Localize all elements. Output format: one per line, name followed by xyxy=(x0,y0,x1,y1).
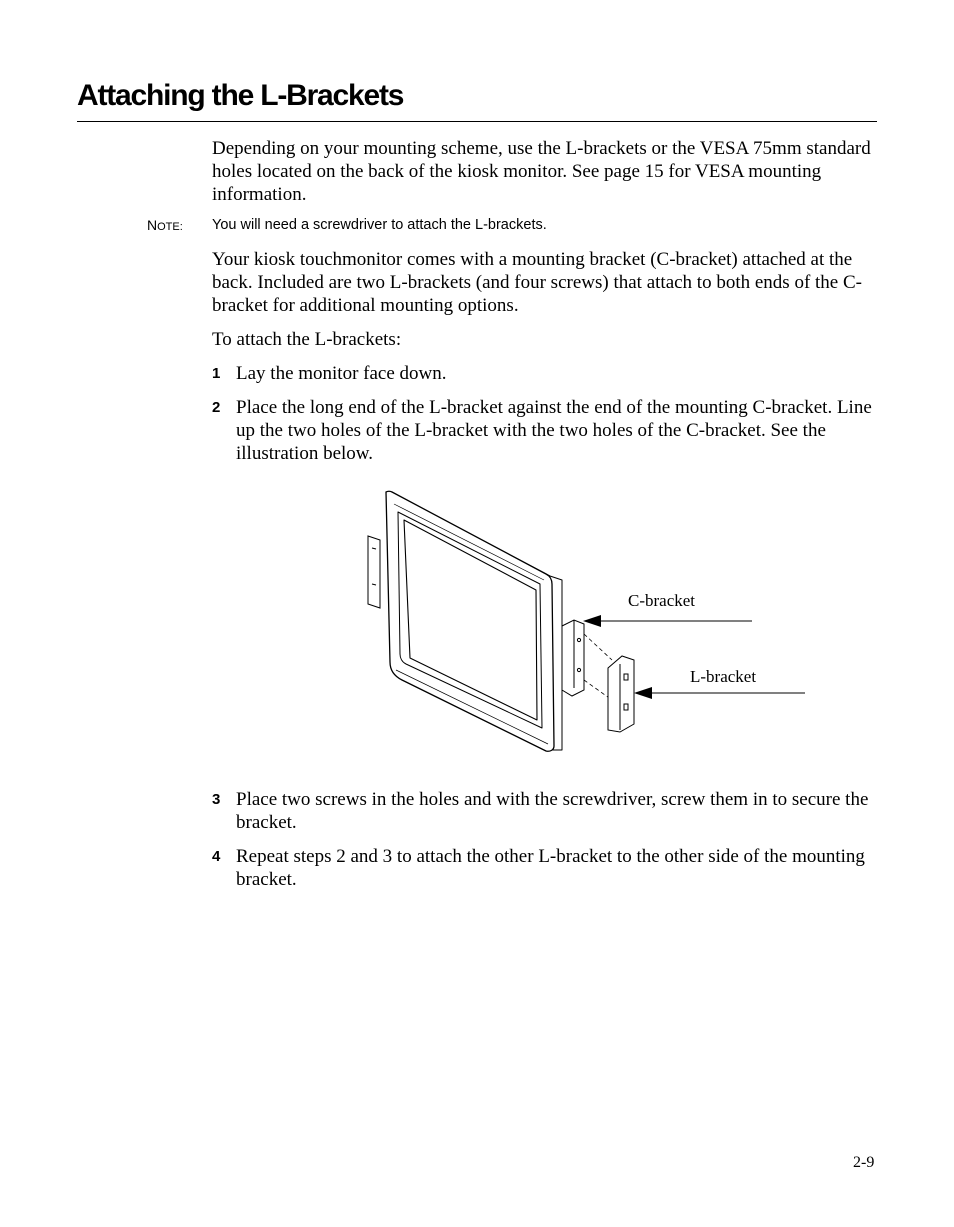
step-text: Lay the monitor face down. xyxy=(236,363,447,384)
step-number: 4 xyxy=(212,848,221,865)
bracket-illustration xyxy=(350,484,830,756)
monitor xyxy=(386,491,562,751)
l-bracket-label: L-bracket xyxy=(690,667,757,686)
right-l-bracket xyxy=(608,656,634,732)
heading-rule xyxy=(77,121,877,122)
step-text: Repeat steps 2 and 3 to attach the other L-bracket to the other side of the mounting bracket. xyxy=(236,846,865,890)
c-bracket-label: C-bracket xyxy=(628,591,696,610)
l-bracket-callout xyxy=(634,667,805,699)
intro-paragraph: Depending on your mounting scheme, use the L-brackets or the VESA 75mm standard holes located on the back of the kiosk monitor. See page 15 for VESA mounting information. xyxy=(212,138,871,205)
note-label xyxy=(147,216,183,236)
step-number: 3 xyxy=(212,791,221,808)
note-label-initial: N xyxy=(147,217,158,233)
c-bracket-callout xyxy=(583,591,752,627)
c-bracket xyxy=(562,620,584,696)
page-number: 2-9 xyxy=(853,1154,875,1171)
lead-in-paragraph: To attach the L-brackets: xyxy=(212,329,402,350)
step-number: 2 xyxy=(212,399,221,416)
step-text: Place two screws in the holes and with the screwdriver, screw them in to secure the bracket. xyxy=(236,789,869,833)
step-text: Place the long end of the L-bracket against the end of the mounting C-bracket. Line up the two holes of the L-bracket with the two holes of the C-bracket. See the illustration below. xyxy=(236,397,872,464)
left-l-bracket xyxy=(368,536,380,608)
description-paragraph: Your kiosk touchmonitor comes with a mounting bracket (C-bracket) attached at the back. Included are two L-brackets (and four screws) that attach to both ends of the C-bracket for additional mounting options. xyxy=(212,249,862,316)
note-text: You will need a screwdriver to attach the L-brackets. xyxy=(212,217,547,233)
page-heading: Attaching the L-Brackets xyxy=(77,79,404,112)
step-number: 1 xyxy=(212,365,221,382)
note-label-rest: OTE: xyxy=(157,221,183,233)
